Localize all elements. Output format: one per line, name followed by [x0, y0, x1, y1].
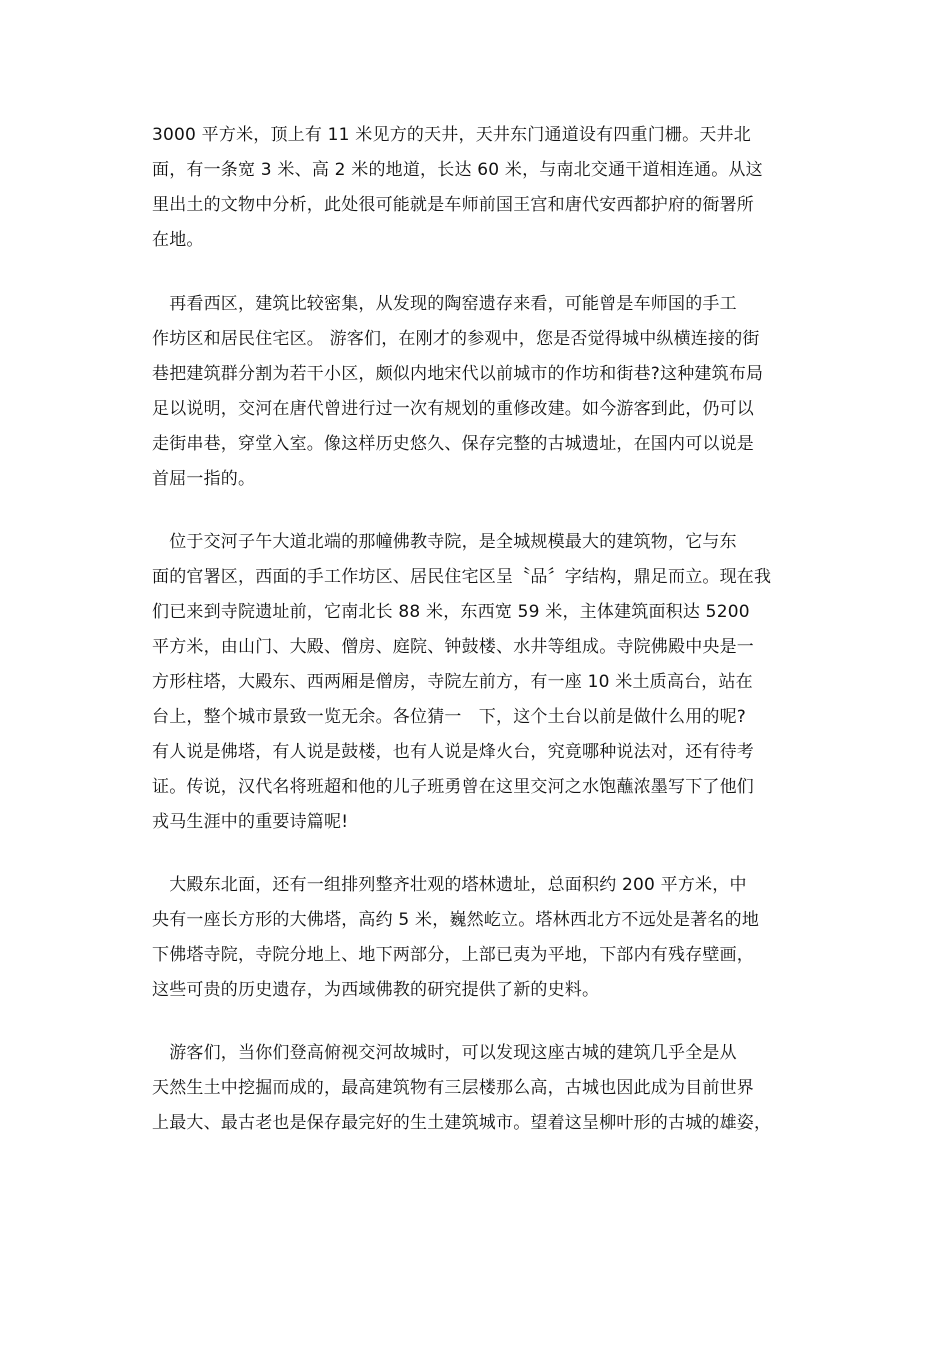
paragraph-3: [152, 525, 828, 840]
text-line: 大殿东北面，还有一组排列整齐壮观的塔林遗址，总面积约 200 平方米，中: [152, 875, 747, 895]
text-line: 巷把建筑群分割为若干小区，颇似内地宋代以前城市的作坊和街巷?这种建筑布局: [152, 364, 764, 384]
text-line: 首屈一指的。: [152, 469, 256, 489]
text-line: 走街串巷，穿堂入室。像这样历史悠久、保存完整的古城遗址，在国内可以说是: [152, 434, 754, 454]
text-line: 上最大、最古老也是保存最完好的生土建筑城市。望着这呈柳叶形的古城的雄姿，: [152, 1113, 772, 1133]
text-line: 台上，整个城市景致一览无余。各位猜一 下，这个土台以前是做什么用的呢?: [152, 707, 747, 727]
text-line: 戎马生涯中的重要诗篇呢!: [152, 812, 349, 832]
text-line: 再看西区，建筑比较密集，从发现的陶窑遗存来看，可能曾是车师国的手工: [152, 294, 737, 314]
text-line: 央有一座长方形的大佛塔，高约 5 米，巍然屹立。塔林西北方不远处是著名的地: [152, 910, 760, 930]
text-line: 3000 平方米，顶上有 11 米见方的天井，天井东门通道设有四重门栅。天井北: [152, 125, 751, 145]
paragraph-5: [152, 1036, 828, 1141]
text-line: 位于交河子午大道北端的那幢佛教寺院，是全城规模最大的建筑物，它与东: [152, 532, 737, 552]
text-line: 面，有一条宽 3 米、高 2 米的地道，长达 60 米，与南北交通干道相连通。从这: [152, 160, 763, 180]
text-line: 有人说是佛塔，有人说是鼓楼，也有人说是烽火台，究竟哪种说法对，还有待考: [152, 742, 754, 762]
text-line: 足以说明，交河在唐代曾进行过一次有规划的重修改建。如今游客到此，仍可以: [152, 399, 754, 419]
paragraph-1: [152, 118, 828, 258]
text-line: 方形柱塔，大殿东、西两厢是僧房，寺院左前方，有一座 10 米土质高台，站在: [152, 672, 753, 692]
paragraph-4: [152, 868, 828, 1008]
text-line: 作坊区和居民住宅区。 游客们，在刚才的参观中，您是否觉得城中纵横连接的街: [152, 329, 760, 349]
paragraph-2: [152, 287, 828, 497]
text-line: 下佛塔寺院，寺院分地上、地下两部分，上部已夷为平地，下部内有残存壁画，: [152, 945, 754, 965]
text-line: 里出土的文物中分析，此处很可能就是车师前国王宫和唐代安西都护府的衙署所: [152, 195, 754, 215]
document-page: [152, 118, 828, 1141]
text-line: 在地。: [152, 230, 204, 250]
text-line: 这些可贵的历史遗存，为西域佛教的研究提供了新的史料。: [152, 980, 600, 1000]
text-line: 天然生土中挖掘而成的，最高建筑物有三层楼那么高，古城也因此成为目前世界: [152, 1078, 754, 1098]
text-line: 平方米，由山门、大殿、僧房、庭院、钟鼓楼、水井等组成。寺院佛殿中央是一: [152, 637, 754, 657]
text-line: 面的官署区，西面的手工作坊区、居民住宅区呈〝品〞字结构，鼎足而立。现在我: [152, 567, 772, 587]
text-line: 证。传说，汉代名将班超和他的儿子班勇曾在这里交河之水饱蘸浓墨写下了他们: [152, 777, 754, 797]
text-line: 们已来到寺院遗址前，它南北长 88 米，东西宽 59 米，主体建筑面积达 5200: [152, 602, 750, 622]
text-line: 游客们，当你们登高俯视交河故城时，可以发现这座古城的建筑几乎全是从: [152, 1043, 737, 1063]
